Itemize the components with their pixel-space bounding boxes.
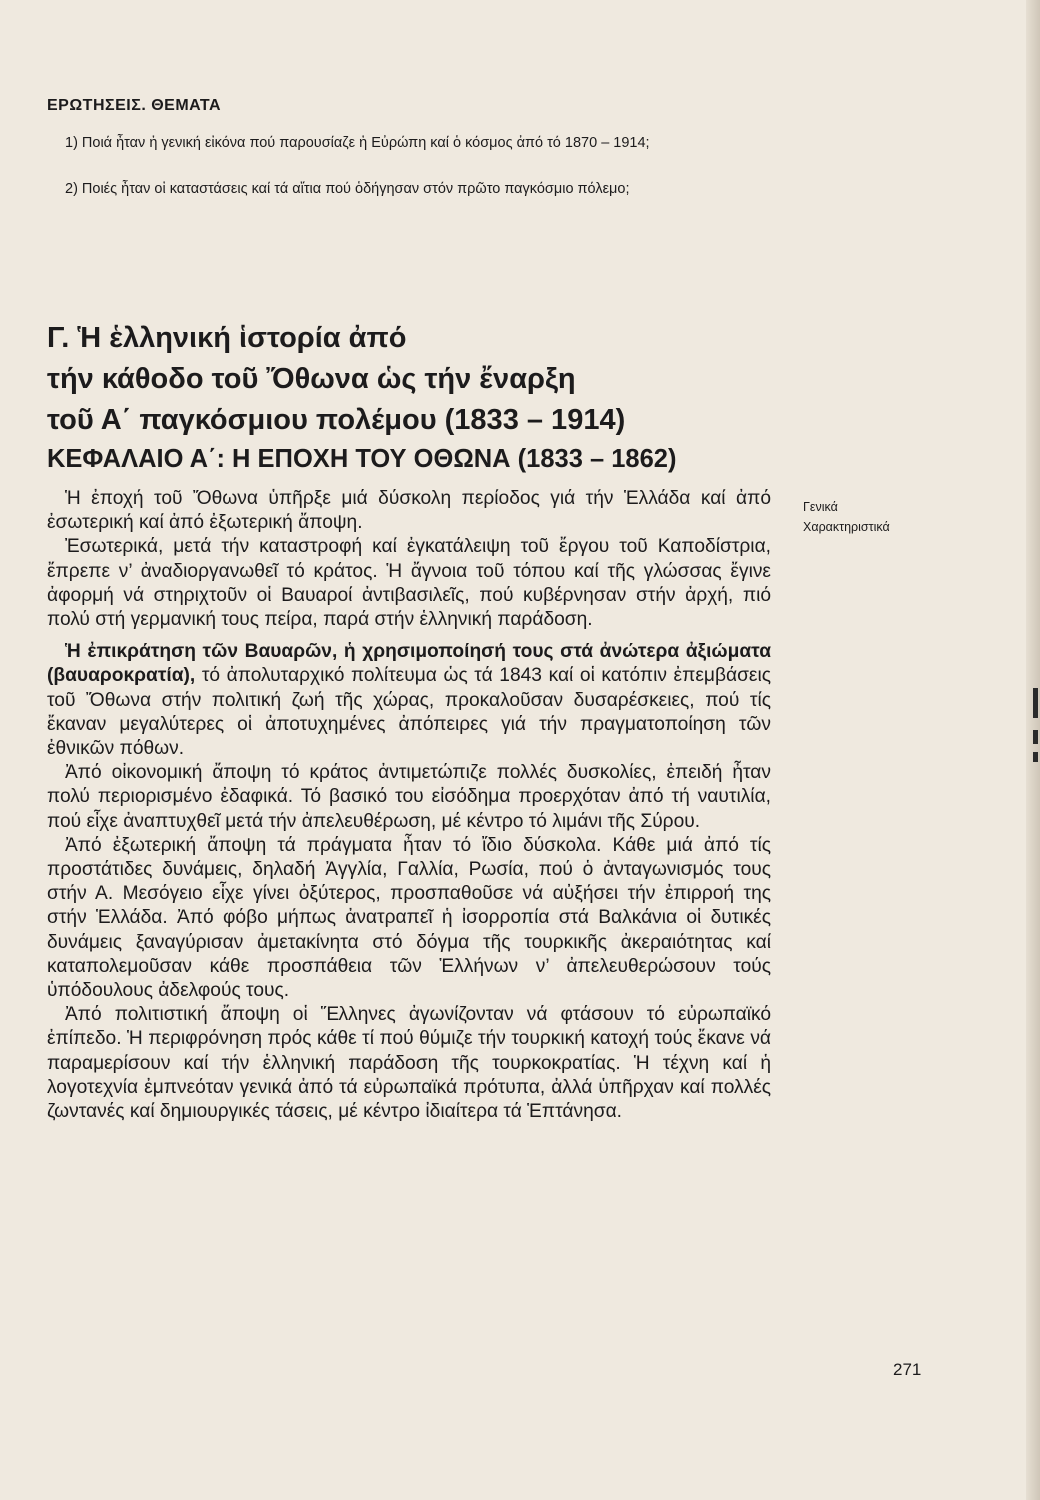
section-title (47, 318, 747, 441)
page-number: 271 (893, 1360, 922, 1379)
margin-note (803, 497, 933, 537)
paragraph: Ἀπό ἐξωτερική ἄποψη τά πράγματα ἦταν τό ἴδιο δύσκολα. Κάθε μιά ἀπό τίς προστάτιδες δυνάμεις, δηλαδή Ἀγγλία, Γαλλία, Ρωσία, πού ὁ ἀνταγωνισμός τους στήν Α. Μεσόγειο εἶχε γίνει ὀξύτερος, προσπαθοῦσε νά αὐξήσει τήν ἐπιρροή της στήν Ἑλλάδα. Ἀπό φόβο μήπως ἀνατραπεῖ ἡ ἰσορροπία στά Βαλκάνια οἱ δυτικές δυνάμεις ξαναγύρισαν ἀμετακίνητα στό δόγμα τῆς τουρκικῆς ἀκεραιότητας καί καταπολεμοῦσαν κάθε προσπάθεια τῶν Ἑλλήνων ν’ ἀπελευθερώσουν τούς ὑπόδουλους ἀδελφούς τους. (47, 834, 771, 1002)
paragraph: Ἐσωτερικά, μετά τήν καταστροφή καί ἐγκατάλειψη τοῦ ἔργου τοῦ Καποδίστρια, ἔπρεπε ν’ ἀναδιοργανωθεῖ τό κράτος. Ἡ ἄγνοια τοῦ τόπου καί τῆς γλώσσας ἔγινε ἀφορμή νά στηριχτοῦν οἱ Βαυαροί ἀντιβασιλεῖς, πού κυβέρνησαν στήν ἀρχή, πιό πολύ στή γερμανική τους πείρα, παρά στήν ἑλληνική παράδοση. (47, 536, 771, 631)
margin-note-line: Χαρακτηριστικά (803, 520, 890, 534)
paragraph: Ἡ ἐποχή τοῦ Ὄθωνα ὑπῆρξε μιά δύσκολη περίοδος γιά τήν Ἑλλάδα καί ἀπό ἐσωτερική καί ἀπό ἐξωτερική ἄποψη. (47, 488, 771, 534)
question-1: 1) Ποιά ἦταν ἡ γενική εἰκόνα πού παρουσίαζε ἡ Εὐρώπη καί ὁ κόσμος ἀπό τό 1870 – 1914; (65, 135, 650, 151)
paragraph (47, 640, 771, 761)
paragraph: Ἀπό πολιτιστική ἄποψη οἱ Ἕλληνες ἀγωνίζονταν νά φτάσουν τό εὐρωπαϊκό ἐπίπεδο. Ἡ περιφρόνηση πρός κάθε τί πού θύμιζε τήν τουρκική κατοχή τούς ἔκανε νά παραμερίσουν καί τήν ἑλληνική παράδοση τῆς τουρκοκρατίας. Ἡ τέχνη καί ἡ λογοτεχνία ἐμπνεόταν γενικά ἀπό τά εὐρωπαϊκά πρότυπα, ἀλλά ὑπῆρχαν καί πολλές ζωντανές καί δημιουργικές τάσεις, μέ κέντρο ἰδιαίτερα τά Ἑπτάνησα. (47, 1004, 771, 1123)
paragraph-text: τό ἀπολυταρχικό πολίτευμα ὡς τά 1843 καί οἱ κατόπιν ἐπεμβάσεις τοῦ Ὄθωνα στήν πολιτική ζωή τῆς χώρας, προκαλοῦσαν δυσαρέσκειες, πού τίς ἔκαναν μεγαλύτερες οἱ ἀποτυχημένες ἀπόπειρες γιά τήν πραγματοποίηση τῶν ἐθνικῶν πόθων. (47, 665, 771, 760)
section-title-line: τήν κάθοδο τοῦ Ὄθωνα ὡς τήν ἔναρξη (47, 363, 576, 395)
edge-mark (1033, 688, 1038, 718)
bold-phrase: Ἡ ἐπικράτηση τῶν Βαυαρῶν, ἡ χρησιμοποίησή τους στά ἀνώτερα ἀξιώματα (βαυαροκρατία), (47, 641, 771, 687)
question-2: 2) Ποιές ἦταν οἱ καταστάσεις καί τά αἴτια πού ὁδήγησαν στόν πρῶτο παγκόσμιο πόλεμο; (65, 181, 630, 197)
edge-mark (1033, 752, 1038, 762)
section-title-line: Γ. Ἡ ἑλληνική ἱστορία ἀπό (47, 322, 407, 354)
paragraph: Ἀπό οἰκονομική ἄποψη τό κράτος ἀντιμετώπιζε πολλές δυσκολίες, ἐπειδή ἦταν πολύ περιορισμένο ἐδαφικά. Τό βασικό του εἰσόδημα προερχόταν ἀπό τή ναυτιλία, πού εἶχε ἀναπτυχθεῖ μετά τήν ἀπελευθέρωση, μέ κέντρο τό λιμάνι τῆς Σύρου. (47, 762, 771, 832)
margin-note-line: Γενικά (803, 500, 838, 514)
body-text (47, 487, 771, 1124)
edge-mark (1033, 730, 1038, 744)
section-title-line: τοῦ Α΄ παγκόσμιου πολέμου (1833 – 1914) (47, 404, 626, 436)
chapter-title: ΚΕΦΑΛΑΙΟ Α΄: Η ΕΠΟΧΗ ΤΟΥ ΟΘΩΝΑ (1833 – 1862) (47, 445, 677, 473)
page-edge (1026, 0, 1040, 1500)
questions-heading: ΕΡΩΤΗΣΕΙΣ. ΘΕΜΑΤΑ (47, 97, 222, 114)
